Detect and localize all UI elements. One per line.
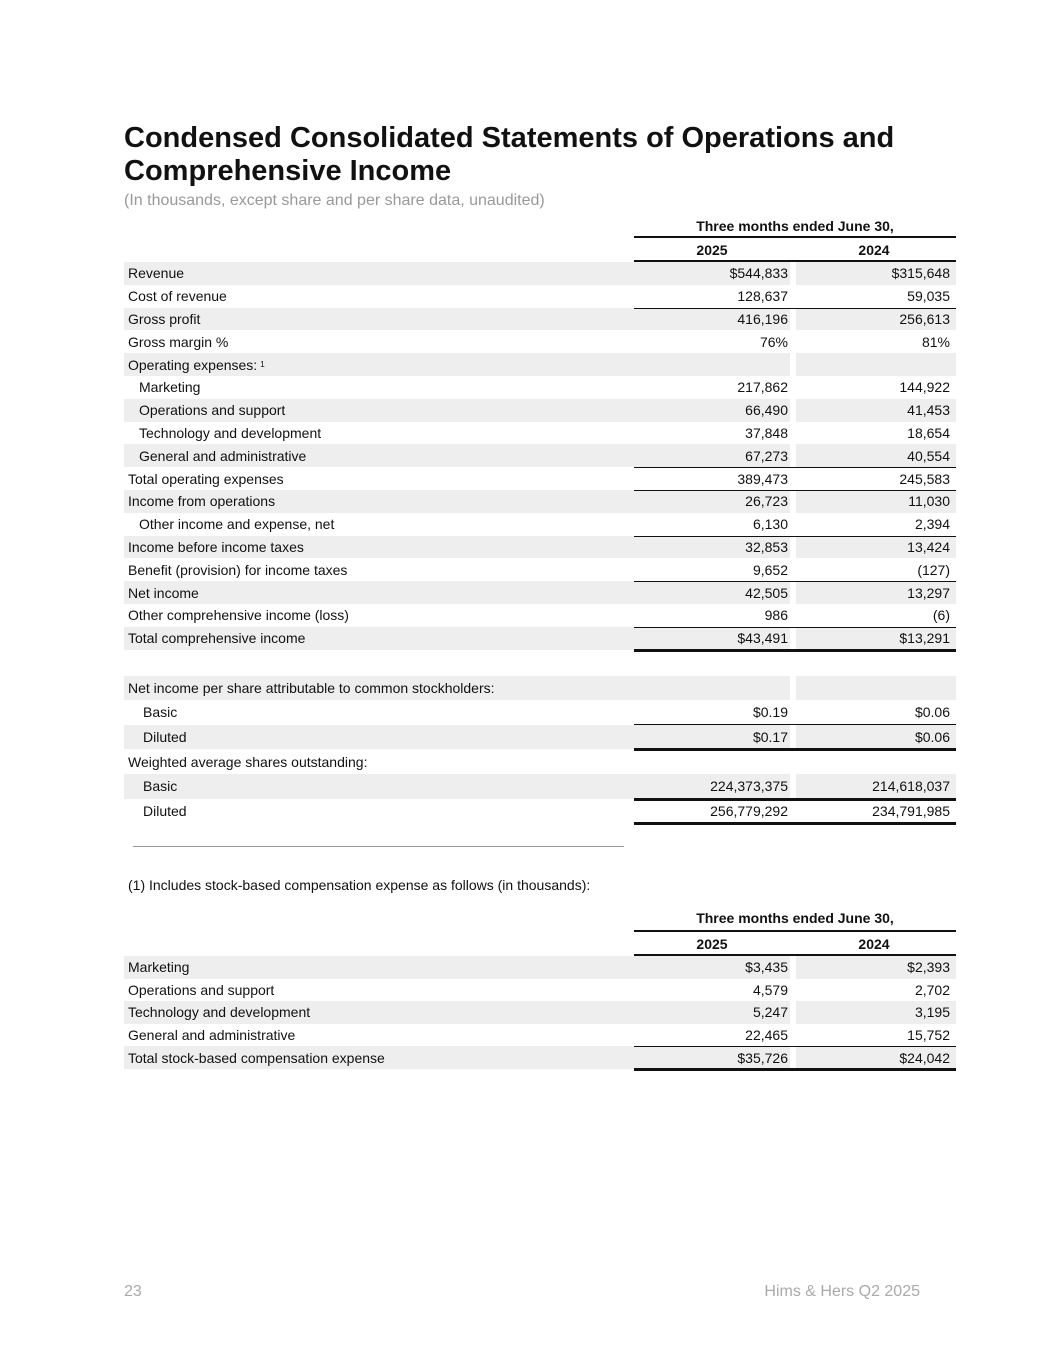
- row-label: [124, 536, 630, 559]
- row-label: [124, 1046, 630, 1069]
- value-2024: 81%: [921, 333, 950, 350]
- table-row: [124, 490, 956, 513]
- table-row: [124, 676, 956, 701]
- row-label: [124, 774, 630, 799]
- row-label: [124, 1001, 630, 1024]
- value-2025: [634, 749, 790, 774]
- row-label-text: Basic: [143, 704, 178, 721]
- subtotal-rule: [634, 467, 956, 468]
- subtotal-rule: [634, 581, 956, 582]
- table-row: [124, 285, 956, 308]
- year-header: 2025: [696, 936, 728, 952]
- row-label-text: Technology and development: [128, 1004, 311, 1021]
- table-row: [124, 627, 956, 650]
- row-label-text: Weighted average shares outstanding:: [128, 753, 368, 770]
- value-2024: 13,297: [796, 581, 956, 604]
- value-2025: 42,505: [634, 581, 790, 604]
- row-label-text: Operations and support: [128, 981, 275, 998]
- row-label-text: Other comprehensive income (loss): [128, 607, 349, 624]
- table-row: [124, 444, 956, 467]
- value-2025: 416,196: [634, 308, 790, 331]
- table-row: [124, 1024, 956, 1047]
- footnote-divider: [133, 846, 624, 847]
- value-2025: [634, 353, 790, 376]
- year-header: 2025: [696, 242, 728, 258]
- value-2024: $0.06: [914, 704, 950, 721]
- value-2025: 4,579: [752, 981, 788, 998]
- row-label-text: Operating expenses:: [128, 356, 258, 373]
- value-2025: $544,833: [634, 262, 790, 285]
- value-2024: $0.06: [796, 725, 956, 750]
- table-row: [124, 536, 956, 559]
- value-2025: $3,435: [634, 956, 790, 979]
- row-label-text: Basic: [143, 778, 178, 795]
- table-row: [124, 353, 956, 376]
- statement-table: [124, 214, 956, 823]
- page-subtitle: (In thousands, except share and per share data, unaudited): [124, 192, 545, 209]
- subtotal-rule: [634, 627, 956, 628]
- value-2024: $2,393: [796, 956, 956, 979]
- subtotal-rule: [634, 1046, 956, 1047]
- row-label: [124, 308, 630, 331]
- row-label: [124, 956, 630, 979]
- total-rule: [634, 1068, 956, 1071]
- table-row: [124, 725, 956, 750]
- row-label-text: General and administrative: [139, 447, 307, 464]
- table-row: [124, 399, 956, 422]
- value-2025: 26,723: [634, 490, 790, 513]
- row-label-text: Revenue: [128, 265, 185, 282]
- row-label-text: Technology and development: [139, 424, 322, 441]
- row-label: [124, 627, 630, 650]
- footnote-text: (1) Includes stock-based compensation expense as follows (in thousands):: [128, 877, 591, 893]
- value-2024: (127): [917, 561, 950, 578]
- row-label-text: Income from operations: [128, 493, 276, 510]
- value-2024: 256,613: [796, 308, 956, 331]
- value-2025: 67,273: [634, 444, 790, 467]
- row-label-text: Operations and support: [139, 402, 286, 419]
- row-label: [124, 353, 630, 376]
- row-label-text: Total stock-based compensation expense: [128, 1049, 385, 1066]
- value-2025: $0.17: [634, 725, 790, 750]
- value-2024: 11,030: [796, 490, 956, 513]
- row-label: [124, 982, 630, 998]
- value-2024: 18,654: [907, 424, 950, 441]
- value-2024: 40,554: [796, 444, 956, 467]
- table-row: [124, 262, 956, 285]
- period-header: Three months ended June 30,: [696, 910, 894, 926]
- value-2024: (6): [932, 607, 950, 624]
- value-2024: 234,791,985: [872, 802, 950, 819]
- value-2024: $315,648: [796, 262, 956, 285]
- value-2025: 76%: [759, 333, 788, 350]
- row-label: [124, 516, 630, 532]
- value-2025: $0.19: [752, 704, 788, 721]
- row-label-text: Cost of revenue: [128, 288, 227, 305]
- row-label: [124, 704, 630, 720]
- value-2025: 128,637: [737, 288, 788, 305]
- value-2024: 13,424: [796, 536, 956, 559]
- table-row: [124, 1001, 956, 1024]
- row-label: [124, 425, 630, 441]
- value-2025: 6,130: [752, 516, 788, 533]
- table-row: [124, 422, 956, 445]
- value-2024: 41,453: [796, 399, 956, 422]
- row-label: [124, 288, 630, 304]
- sbc-table: [124, 906, 956, 1069]
- value-2025: 389,473: [737, 470, 788, 487]
- period-header: Three months ended June 30,: [696, 218, 894, 234]
- row-label-text: Marketing: [139, 379, 201, 396]
- value-2024: 59,035: [907, 288, 950, 305]
- row-label: [124, 676, 630, 701]
- row-label-text: Total operating expenses: [128, 470, 284, 487]
- value-2025: 37,848: [745, 424, 788, 441]
- row-label: [124, 754, 630, 770]
- value-2025: 986: [764, 607, 788, 624]
- subtotal-rule: [634, 490, 956, 491]
- table-row: [124, 749, 956, 774]
- row-label-text: Benefit (provision) for income taxes: [128, 561, 348, 578]
- value-2025: 217,862: [737, 379, 788, 396]
- value-2024: [796, 676, 956, 701]
- value-2024: $13,291: [796, 627, 956, 650]
- row-label: [124, 581, 630, 604]
- year-header: 2024: [858, 242, 890, 258]
- row-label-text: Gross profit: [128, 310, 201, 327]
- table-row: [124, 604, 956, 627]
- row-label-text: Net income per share attributable to common stockholders:: [128, 679, 495, 696]
- row-label: [124, 607, 630, 623]
- footer-brand: Hims & Hers Q2 2025: [764, 1283, 920, 1300]
- row-label-text: Total comprehensive income: [128, 630, 306, 647]
- value-2025: 32,853: [634, 536, 790, 559]
- page-number: 23: [124, 1283, 142, 1300]
- value-2025: 9,652: [752, 561, 788, 578]
- table-row: [124, 1046, 956, 1069]
- row-label-text: Diluted: [143, 729, 187, 746]
- row-label: [124, 379, 630, 395]
- row-label-text: Diluted: [143, 802, 187, 819]
- value-2024: 2,394: [914, 516, 950, 533]
- row-label-text: Income before income taxes: [128, 538, 304, 555]
- value-2025: $35,726: [634, 1046, 790, 1069]
- table-row: [124, 558, 956, 581]
- row-label: [124, 262, 630, 285]
- subtotal-rule: [634, 536, 956, 537]
- row-label: [124, 725, 630, 750]
- value-2024: 144,922: [899, 379, 950, 396]
- value-2025: $43,491: [634, 627, 790, 650]
- row-label: [124, 444, 630, 467]
- row-label-text: General and administrative: [128, 1027, 296, 1044]
- table-row: [124, 467, 956, 490]
- value-2024: 245,583: [899, 470, 950, 487]
- value-2025: 22,465: [745, 1027, 788, 1044]
- table-row: [124, 700, 956, 725]
- table-row: [124, 799, 956, 824]
- value-2025: 66,490: [634, 399, 790, 422]
- row-label: [124, 471, 630, 487]
- value-2025: 5,247: [634, 1001, 790, 1024]
- table-row: [124, 774, 956, 799]
- row-label: [124, 803, 630, 819]
- value-2024: 2,702: [914, 981, 950, 998]
- value-2025: 224,373,375: [634, 774, 790, 799]
- total-rule: [634, 649, 956, 652]
- table-row: [124, 376, 956, 399]
- row-label-text: Marketing: [128, 959, 190, 976]
- table-row: [124, 308, 956, 331]
- total-rule: [634, 822, 956, 825]
- value-2024: [796, 353, 956, 376]
- row-label: [124, 1027, 630, 1043]
- value-2024: 15,752: [907, 1027, 950, 1044]
- table-row: [124, 513, 956, 536]
- row-label: [124, 334, 630, 350]
- value-2024: $24,042: [796, 1046, 956, 1069]
- table-row: [124, 330, 956, 353]
- row-label: [124, 490, 630, 513]
- year-header: 2024: [858, 936, 890, 952]
- value-2024: 3,195: [796, 1001, 956, 1024]
- row-label-text: Net income: [128, 584, 199, 601]
- table-row: [124, 581, 956, 604]
- row-label: [124, 399, 630, 422]
- page-title: Condensed Consolidated Statements of Operations and Comprehensive Income: [124, 122, 895, 187]
- value-2024: [796, 749, 956, 774]
- row-label-text: Other income and expense, net: [139, 516, 335, 533]
- table-row: [124, 956, 956, 979]
- footnote-ref: 1: [260, 360, 265, 370]
- value-2024: 214,618,037: [796, 774, 956, 799]
- subtotal-rule: [634, 308, 956, 309]
- row-label-text: Gross margin %: [128, 333, 229, 350]
- value-2025: [634, 676, 790, 701]
- value-2025: 256,779,292: [710, 802, 788, 819]
- row-label: [124, 562, 630, 578]
- table-row: [124, 979, 956, 1002]
